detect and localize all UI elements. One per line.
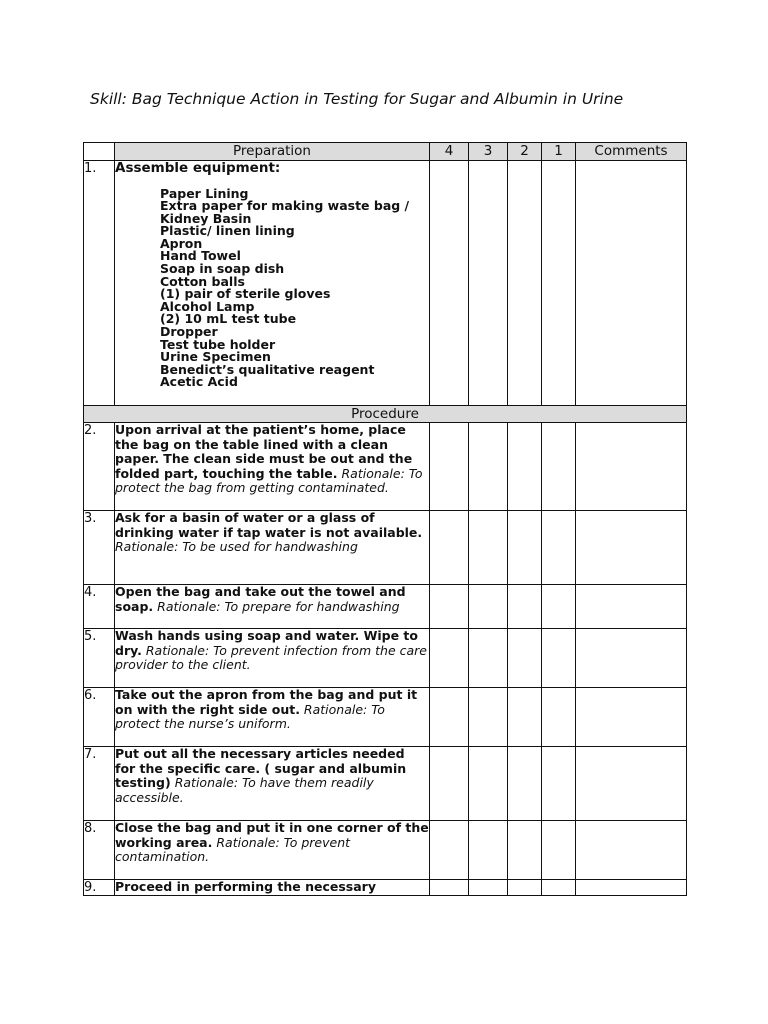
step-number: 8. bbox=[84, 821, 115, 880]
score-1-cell[interactable] bbox=[542, 423, 576, 511]
equipment-item: Plastic/ linen lining bbox=[160, 223, 295, 239]
comments-cell[interactable] bbox=[576, 511, 687, 585]
procedure-section-row bbox=[84, 406, 687, 423]
score-3-cell[interactable] bbox=[469, 629, 508, 688]
score-2-cell[interactable] bbox=[508, 585, 542, 629]
step-number: 7. bbox=[84, 747, 115, 821]
step-action: Put out all the necessary articles needed for the specific care. ( sugar and albumin testing) bbox=[115, 746, 407, 790]
equipment-item: (2) 10 mL test tube bbox=[160, 311, 297, 327]
step-description bbox=[115, 585, 430, 629]
step-description bbox=[115, 747, 430, 821]
score-2-header: 2 bbox=[508, 143, 542, 161]
score-4-cell[interactable] bbox=[430, 629, 469, 688]
equipment-list bbox=[160, 185, 429, 390]
comments-cell[interactable] bbox=[576, 423, 687, 511]
equipment-item: Benedict’s qualitative reagent bbox=[160, 361, 375, 377]
preparation-header: Preparation bbox=[115, 143, 430, 161]
step-action: Take out the apron from the bag and put it on with the right side out. bbox=[115, 687, 418, 717]
equipment-item: Paper Lining bbox=[160, 185, 249, 201]
step-description bbox=[115, 880, 430, 896]
comments-cell[interactable] bbox=[576, 688, 687, 747]
score-1-cell[interactable] bbox=[542, 821, 576, 880]
step-description bbox=[115, 161, 430, 406]
comments-cell[interactable] bbox=[576, 629, 687, 688]
score-1-cell[interactable] bbox=[542, 688, 576, 747]
score-1-cell[interactable] bbox=[542, 161, 576, 406]
score-4-cell[interactable] bbox=[430, 423, 469, 511]
comments-cell[interactable] bbox=[576, 161, 687, 406]
step-description bbox=[115, 629, 430, 688]
comments-cell[interactable] bbox=[576, 880, 687, 896]
score-3-cell[interactable] bbox=[469, 747, 508, 821]
score-1-header: 1 bbox=[542, 143, 576, 161]
step-number: 9. bbox=[84, 880, 115, 896]
score-3-cell[interactable] bbox=[469, 880, 508, 896]
score-1-cell[interactable] bbox=[542, 585, 576, 629]
score-1-cell[interactable] bbox=[542, 629, 576, 688]
step-row-8 bbox=[84, 821, 687, 880]
comments-header: Comments bbox=[576, 143, 687, 161]
step-rationale: Rationale: To prevent contamination. bbox=[115, 834, 351, 864]
score-2-cell[interactable] bbox=[508, 880, 542, 896]
step-number: 5. bbox=[84, 629, 115, 688]
step-rationale: Rationale: To prepare for handwashing bbox=[157, 598, 400, 614]
score-1-cell[interactable] bbox=[542, 747, 576, 821]
equipment-item: Extra paper for making waste bag / bbox=[160, 198, 410, 214]
header-row bbox=[84, 143, 687, 161]
procedure-header: Procedure bbox=[84, 406, 687, 423]
score-2-cell[interactable] bbox=[508, 511, 542, 585]
step-number: 3. bbox=[84, 511, 115, 585]
score-4-header: 4 bbox=[430, 143, 469, 161]
equipment-item: Cotton balls bbox=[160, 273, 245, 289]
number-header bbox=[84, 143, 115, 161]
score-4-cell[interactable] bbox=[430, 511, 469, 585]
step-number: 1. bbox=[84, 161, 115, 406]
score-2-cell[interactable] bbox=[508, 423, 542, 511]
step-rationale: Rationale: To be used for handwashing bbox=[115, 539, 358, 554]
score-3-cell[interactable] bbox=[469, 821, 508, 880]
step-action: Close the bag and put it in one corner of the working area. bbox=[115, 820, 429, 850]
step-action: Upon arrival at the patient’s home, place the bag on the table lined with a clean paper. The clean side must be out and the folded part, touching the table. bbox=[115, 422, 413, 481]
step-action: Open the bag and take out the towel and soap. bbox=[115, 584, 406, 614]
step-action: Proceed in performing the necessary bbox=[115, 879, 376, 894]
score-3-header: 3 bbox=[469, 143, 508, 161]
score-3-cell[interactable] bbox=[469, 423, 508, 511]
step-row-2 bbox=[84, 423, 687, 511]
step-description bbox=[115, 821, 430, 880]
equipment-item: (1) pair of sterile gloves bbox=[160, 286, 331, 302]
score-4-cell[interactable] bbox=[430, 747, 469, 821]
step-row-9 bbox=[84, 880, 687, 896]
score-4-cell[interactable] bbox=[430, 821, 469, 880]
step-number: 6. bbox=[84, 688, 115, 747]
step-description bbox=[115, 423, 430, 511]
score-4-cell[interactable] bbox=[430, 688, 469, 747]
score-3-cell[interactable] bbox=[469, 161, 508, 406]
score-4-cell[interactable] bbox=[430, 161, 469, 406]
score-4-cell[interactable] bbox=[430, 880, 469, 896]
step-rationale: Rationale: To have them readily accessible. bbox=[115, 775, 374, 805]
comments-cell[interactable] bbox=[576, 821, 687, 880]
comments-cell[interactable] bbox=[576, 747, 687, 821]
equipment-item: Hand Towel bbox=[160, 248, 241, 264]
equipment-item: Alcohol Lamp bbox=[160, 298, 255, 314]
equipment-item: Apron bbox=[160, 235, 203, 251]
step-row-6 bbox=[84, 688, 687, 747]
score-1-cell[interactable] bbox=[542, 880, 576, 896]
procedure-steps bbox=[84, 423, 687, 896]
step-description bbox=[115, 511, 430, 585]
step-action: Wash hands using soap and water. Wipe to dry. bbox=[115, 628, 418, 658]
document-title: Skill: Bag Technique Action in Testing for Sugar and Albumin in Urine bbox=[90, 90, 624, 108]
step-row-7 bbox=[84, 747, 687, 821]
step-row-4 bbox=[84, 585, 687, 629]
score-3-cell[interactable] bbox=[469, 585, 508, 629]
step-row-5 bbox=[84, 629, 687, 688]
equipment-item: Acetic Acid bbox=[160, 374, 238, 390]
step-rationale: Rationale: To prevent infection from the care provider to the client. bbox=[115, 642, 427, 672]
step-number: 4. bbox=[84, 585, 115, 629]
equipment-item: Dropper bbox=[160, 324, 218, 340]
step-number: 2. bbox=[84, 423, 115, 511]
score-3-cell[interactable] bbox=[469, 511, 508, 585]
skill-checklist-table bbox=[83, 142, 687, 896]
step-description bbox=[115, 688, 430, 747]
score-2-cell[interactable] bbox=[508, 688, 542, 747]
equipment-item: Soap in soap dish bbox=[160, 261, 285, 277]
score-3-cell[interactable] bbox=[469, 688, 508, 747]
equipment-item: Urine Specimen bbox=[160, 349, 271, 365]
step-row-3 bbox=[84, 511, 687, 585]
step-rationale: Rationale: To protect the nurse’s uniform. bbox=[115, 701, 385, 731]
step-action: Ask for a basin of water or a glass of drinking water if tap water is not available. bbox=[115, 510, 423, 540]
score-2-cell[interactable] bbox=[508, 747, 542, 821]
score-2-cell[interactable] bbox=[508, 629, 542, 688]
equipment-item: Test tube holder bbox=[160, 336, 276, 352]
score-1-cell[interactable] bbox=[542, 511, 576, 585]
score-4-cell[interactable] bbox=[430, 585, 469, 629]
score-2-cell[interactable] bbox=[508, 161, 542, 406]
score-2-cell[interactable] bbox=[508, 821, 542, 880]
step-row-1 bbox=[84, 161, 687, 406]
comments-cell[interactable] bbox=[576, 585, 687, 629]
step-rationale: Rationale: To protect the bag from getting contaminated. bbox=[115, 465, 423, 495]
step-title: Assemble equipment: bbox=[115, 160, 281, 176]
equipment-item: Kidney Basin bbox=[160, 210, 252, 226]
